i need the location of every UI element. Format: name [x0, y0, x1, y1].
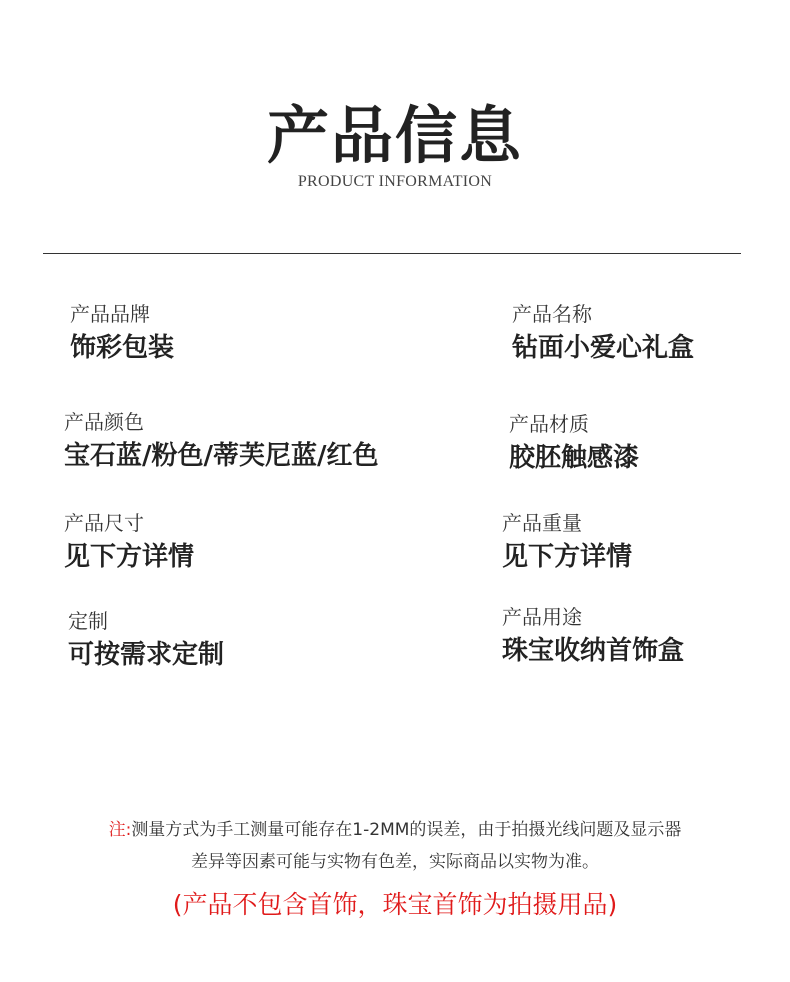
field-custom-value: 可按需求定制	[68, 640, 225, 670]
field-size	[64, 510, 194, 574]
field-weight-value: 见下方详情	[502, 542, 633, 572]
field-size-label: 产品尺寸	[64, 511, 144, 535]
field-size-value: 见下方详情	[64, 542, 195, 572]
field-material-value: 胶胚触感漆	[509, 443, 640, 473]
field-name-label: 产品名称	[512, 302, 592, 326]
page-title: 产品信息	[266, 99, 523, 172]
divider	[43, 253, 741, 254]
field-color-value: 宝石蓝/粉色/蒂芙尼蓝/红色	[64, 441, 379, 471]
page-subtitle: PRODUCT INFORMATION	[297, 173, 493, 190]
field-material-label: 产品材质	[509, 412, 589, 436]
note-line-2: 差异等因素可能与实物有色差，实际商品以实物为准。	[191, 852, 599, 872]
field-usage	[502, 604, 684, 668]
note-prefix: 注:	[108, 820, 132, 840]
field-usage-label: 产品用途	[502, 605, 582, 629]
field-name-value: 钻面小爱心礼盒	[512, 333, 695, 363]
field-custom	[68, 608, 224, 672]
measurement-note	[0, 814, 790, 878]
field-name	[512, 301, 694, 365]
note-line-1	[0, 814, 790, 846]
field-usage-value: 珠宝收纳首饰盒	[502, 636, 685, 666]
note-line-1-text: 测量方式为手工测量可能存在1-2MM的误差，由于拍摄光线问题及显示器	[131, 820, 682, 840]
field-color-label: 产品颜色	[64, 410, 144, 434]
field-brand-label: 产品品牌	[70, 302, 150, 326]
field-custom-label: 定制	[68, 609, 108, 633]
field-brand-value: 饰彩包装	[70, 333, 175, 363]
field-color	[64, 409, 379, 473]
field-material	[509, 411, 639, 475]
field-weight-label: 产品重量	[502, 511, 582, 535]
disclaimer: (产品不包含首饰，珠宝首饰为拍摄用品)	[172, 890, 618, 919]
field-weight	[502, 510, 632, 574]
field-brand	[70, 301, 174, 365]
